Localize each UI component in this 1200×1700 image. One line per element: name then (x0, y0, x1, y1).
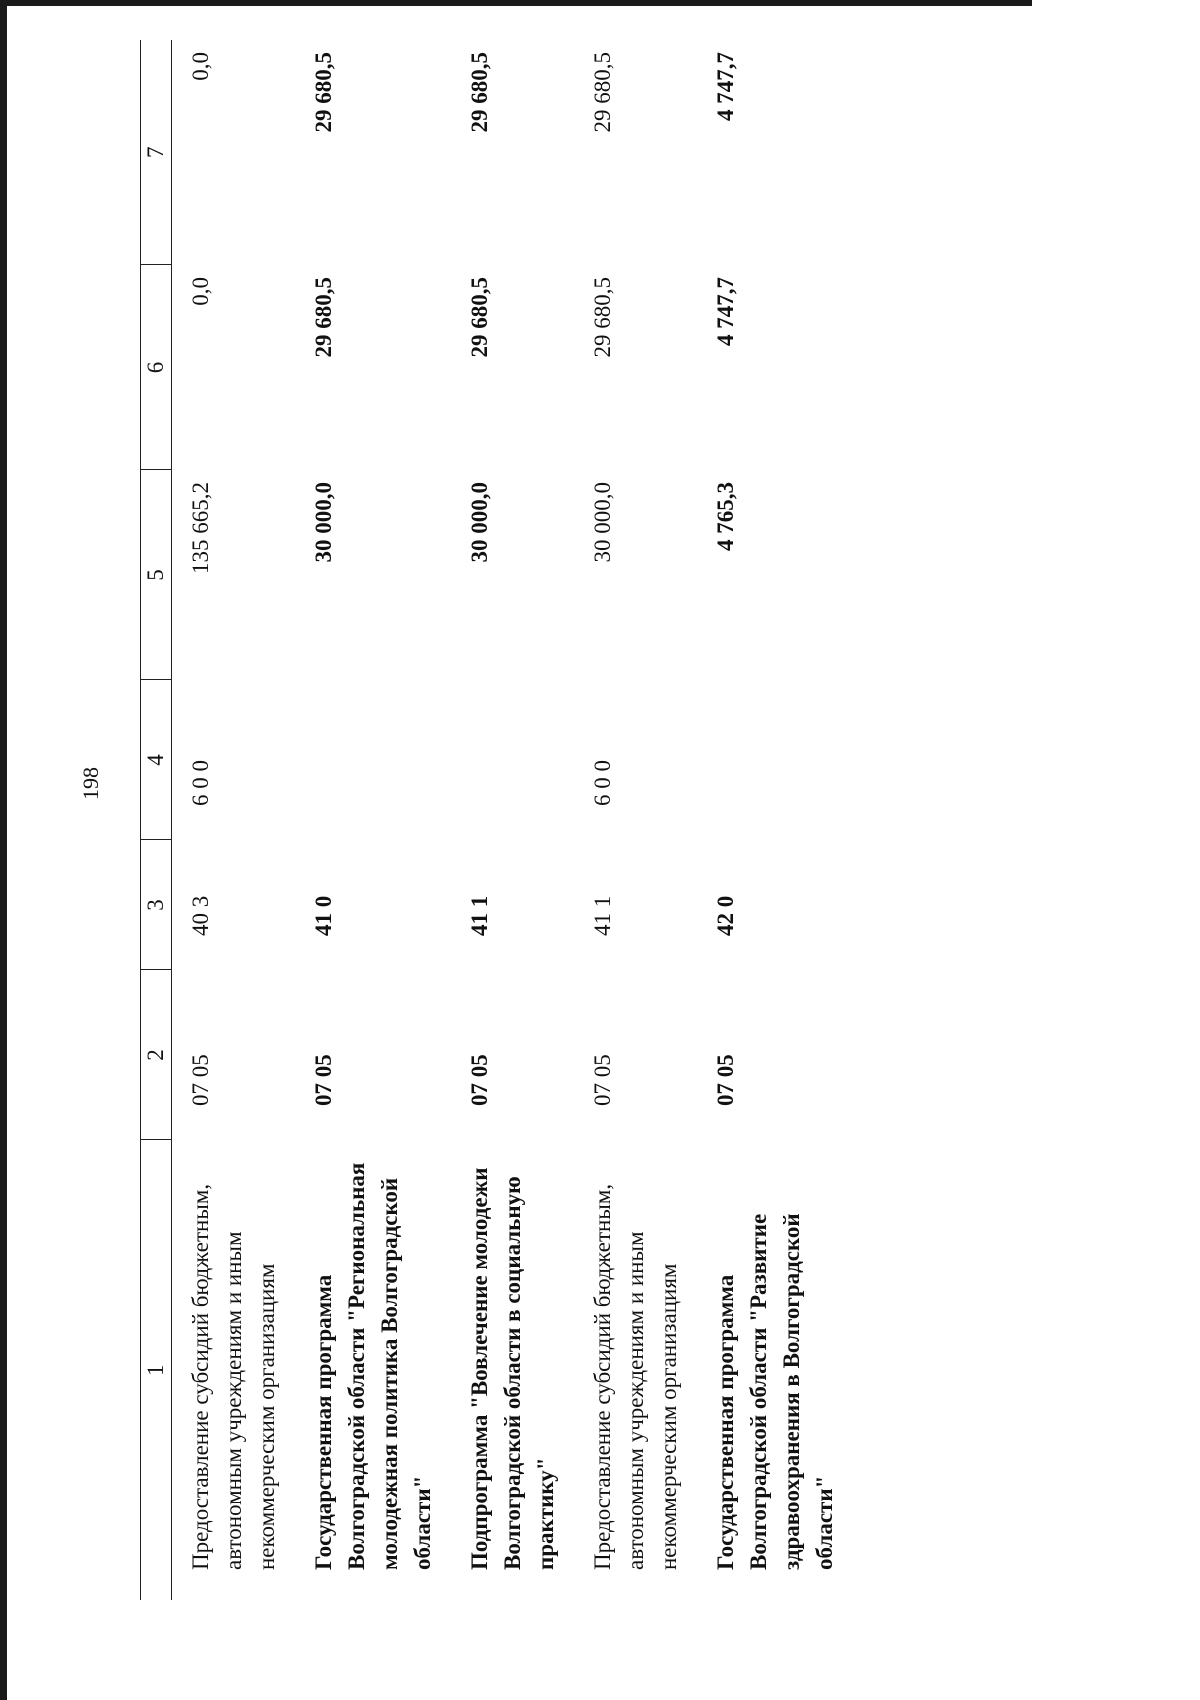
amount-planned: 135 665,2 (188, 482, 213, 574)
program-code: 41 0 (311, 895, 336, 936)
amount-executed: 4 747,7 (713, 52, 738, 121)
rotated-table-frame (140, 40, 1140, 1600)
scan-edge-top (0, 0, 1032, 6)
program-code: 40 3 (188, 895, 213, 936)
page-number: 198 (78, 767, 103, 800)
table-body (172, 40, 854, 1600)
section-code: 07 05 (713, 1054, 738, 1106)
amount-executed: 0,0 (188, 52, 213, 81)
amount-executed: 29 680,5 (467, 52, 492, 133)
program-code: 41 1 (590, 895, 615, 936)
expense-type-code: 6 0 0 (590, 760, 615, 806)
amount-approved: 4 747,7 (713, 277, 738, 346)
amount-planned: 30 000,0 (311, 482, 336, 563)
row-name: Государственная программа Волгоградской области "Региональная молодежная политика Волгоградской области" (311, 1162, 435, 1570)
table-row (451, 40, 574, 1600)
expense-type-code (451, 680, 574, 840)
amount-planned: 4 765,3 (713, 482, 738, 551)
amount-planned: 30 000,0 (590, 482, 615, 563)
expense-type-code (697, 680, 853, 840)
amount-approved: 29 680,5 (311, 277, 336, 358)
column-header: 6 (141, 265, 172, 470)
amount-planned: 30 000,0 (467, 482, 492, 563)
section-code: 07 05 (188, 1054, 213, 1106)
section-code: 07 05 (311, 1054, 336, 1106)
row-name: Предоставление субсидий бюджетным, автономным учреждениям и иным некоммерческим организациям (188, 1183, 279, 1570)
section-code: 07 05 (467, 1054, 492, 1106)
amount-approved: 29 680,5 (590, 277, 615, 358)
expense-type-code (295, 680, 451, 840)
program-code: 42 0 (713, 895, 738, 936)
amount-approved: 29 680,5 (467, 277, 492, 358)
row-name: Предоставление субсидий бюджетным, автономным учреждениям и иным некоммерческим организациям (590, 1183, 681, 1570)
table-row (295, 40, 451, 1600)
table-row (172, 40, 296, 1600)
amount-executed: 29 680,5 (311, 52, 336, 133)
amount-approved: 0,0 (188, 277, 213, 306)
budget-table (140, 40, 853, 1600)
section-code: 07 05 (590, 1054, 615, 1106)
table-row (697, 40, 853, 1600)
column-header: 2 (141, 970, 172, 1140)
column-header: 4 (141, 680, 172, 840)
row-name: Подпрограмма "Вовлечение молодежи Волгоградской области в социальную практику" (467, 1167, 558, 1570)
program-code: 41 1 (467, 895, 492, 936)
column-header: 5 (141, 470, 172, 680)
amount-executed: 29 680,5 (590, 52, 615, 133)
column-header: 1 (141, 1140, 172, 1600)
table-header (141, 40, 172, 1600)
column-header: 7 (141, 40, 172, 265)
scan-edge-left (0, 0, 7, 1700)
expense-type-code: 6 0 0 (188, 760, 213, 806)
row-name: Государственная программа Волгоградской области "Развитие здравоохранения в Волгоградской области" (713, 1213, 837, 1570)
table-row (574, 40, 697, 1600)
column-header: 3 (141, 840, 172, 970)
